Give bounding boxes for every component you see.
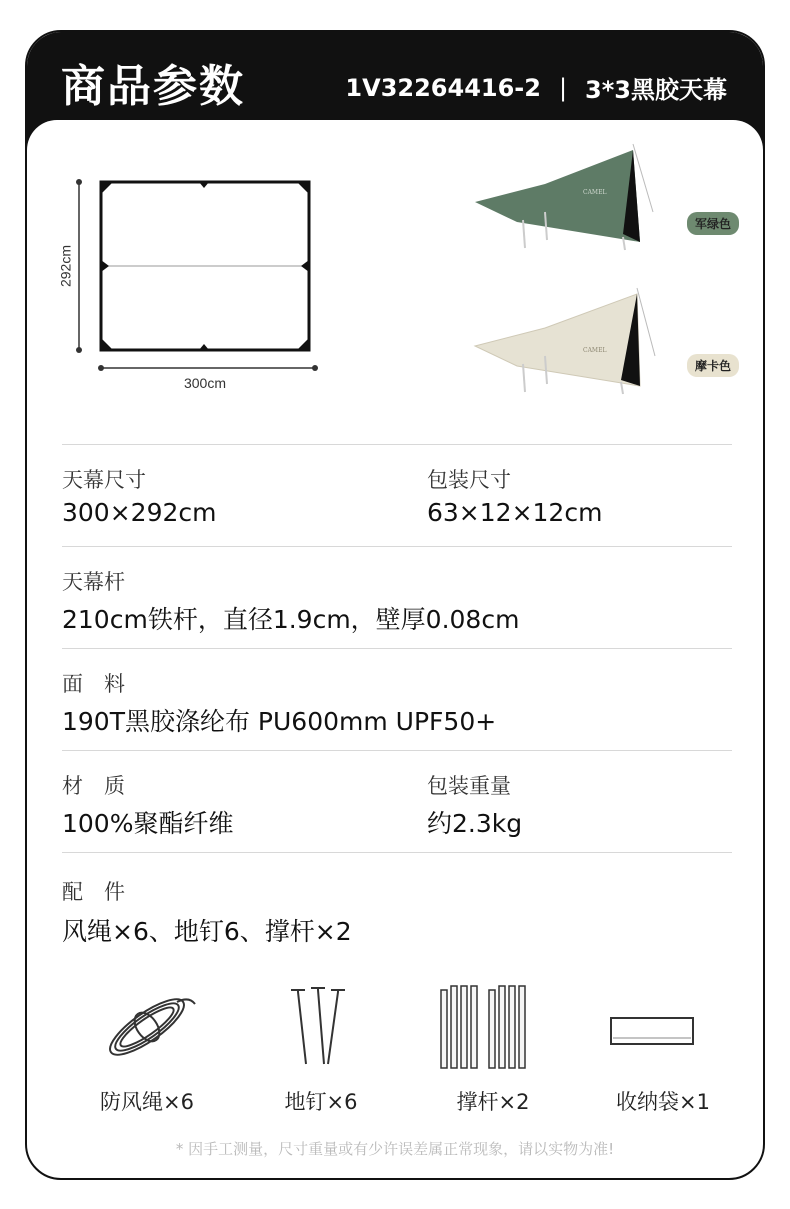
width-label: 300cm <box>183 375 227 391</box>
model-separator: | <box>558 73 568 102</box>
model-number: 1V32264416-2 <box>345 73 541 102</box>
canopy-size-label: 天幕尺寸 <box>62 468 146 492</box>
footnote: * 因手工测量，尺寸重量或有少许误差属正常现象，请以实物为准! <box>175 1140 615 1158</box>
product-name: 3*3黑胶天幕 <box>585 76 727 104</box>
army-green-tarp-image <box>465 142 705 252</box>
pole-label: 天幕杆 <box>62 570 125 594</box>
package-weight-value: 约2.3kg <box>427 809 523 838</box>
package-size-label: 包装尺寸 <box>427 468 511 492</box>
variant-tag-mocha: 摩卡色 <box>687 354 739 377</box>
canopy-size-value: 300×292cm <box>62 498 217 527</box>
accessory-label-bag: 收纳袋×1 <box>616 1090 710 1114</box>
page-title: 商品参数 <box>61 61 245 112</box>
fabric-label: 面 料 <box>62 672 125 696</box>
height-label: 292cm <box>57 244 74 288</box>
accessories-label: 配 件 <box>62 880 125 904</box>
material-value: 100%聚酯纤维 <box>62 809 234 838</box>
pole-value: 210cm铁杆，直径1.9cm，壁厚0.08cm <box>62 605 520 634</box>
rope-icon <box>67 982 227 1072</box>
stake-icon <box>241 982 401 1072</box>
model-info <box>345 70 727 105</box>
material-label: 材 质 <box>62 774 125 798</box>
accessory-label-pole: 撑杆×2 <box>456 1090 530 1114</box>
accessories-value: 风绳×6、地钉6、撑杆×2 <box>62 917 352 946</box>
bag-icon <box>583 982 743 1072</box>
spec-card <box>25 30 765 1180</box>
mocha-tarp-image <box>465 286 705 396</box>
package-size-value: 63×12×12cm <box>427 498 603 527</box>
package-weight-label: 包装重量 <box>427 774 511 798</box>
dimension-diagram <box>57 172 357 412</box>
pole-icon <box>413 982 573 1072</box>
svg-text:CAMEL: CAMEL <box>583 347 607 354</box>
svg-text:CAMEL: CAMEL <box>583 189 607 196</box>
variant-tag-green: 军绿色 <box>687 212 739 235</box>
accessory-label-rope: 防风绳×6 <box>100 1090 194 1114</box>
accessory-label-stake: 地钉×6 <box>284 1090 358 1114</box>
fabric-value: 190T黑胶涤纶布 PU600mm UPF50+ <box>62 707 497 736</box>
